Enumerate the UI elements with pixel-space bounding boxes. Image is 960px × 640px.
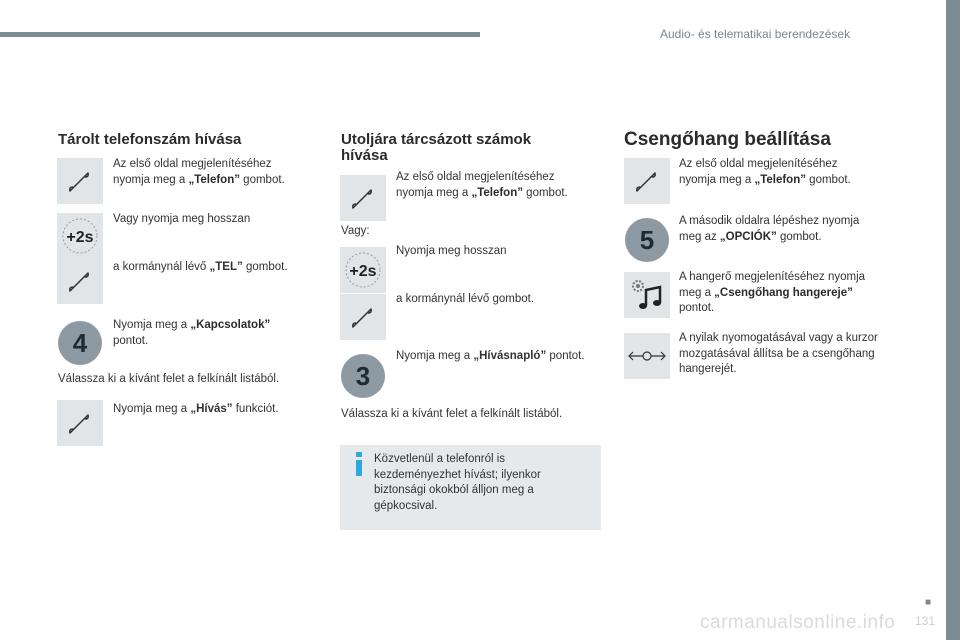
col1-title: Tárolt telefonszám hívása (58, 131, 242, 148)
page-dot: ■ (925, 597, 932, 608)
col3-title: Csengőhang beállítása (624, 129, 831, 150)
steering-phone-icon (57, 258, 103, 304)
hold-2s-icon (57, 213, 103, 259)
col1-step2: Vagy nyomja meg hosszan (113, 213, 251, 225)
col2-title: Utoljára tárcsázott számok hívása (341, 131, 532, 164)
col1-step4: Nyomja meg a „Kapcsolatok” pontot. (113, 319, 271, 347)
col1-select-text: Válassza ki a kívánt felet a felkínált listából. (58, 373, 280, 385)
col1-step3: a kormánynál lévő „TEL” gombot. (113, 261, 288, 273)
phone-icon (57, 400, 103, 446)
side-strip (946, 0, 960, 640)
number-badge (340, 353, 386, 399)
col3-step3: A hangerő megjelenítéséhez nyomja meg a „Csengőhang hangereje” pontot. (679, 271, 866, 314)
phone-icon (57, 158, 103, 204)
svg-text:+2s: +2s (349, 263, 377, 280)
col3-step1: Az első oldal megjelenítéséhez nyomja meg a „Telefon” gombot. (679, 158, 851, 186)
page-number: 131 (915, 614, 936, 628)
col2-step2: Nyomja meg hosszan (396, 245, 507, 257)
svg-text:+2s: +2s (66, 229, 94, 246)
phone-icon (624, 158, 670, 204)
number-badge (57, 320, 103, 366)
col1-step1: Az első oldal megjelenítéséhez nyomja meg a „Telefon” gombot. (113, 158, 285, 186)
col3-step4: A nyilak nyomogatásával vagy a kurzor mozgatásával állítsa be a csengőhang hangerejét. (679, 332, 878, 375)
hold-2s-icon (340, 247, 386, 293)
or-label: Vagy: (341, 225, 370, 237)
info-text: Közvetlenül a telefonról is kezdeményezhet hívást; ilyenkor biztonsági okokból álljon meg a gépkocsival. (374, 453, 541, 512)
section-title: Audio- és telematikai berendezések (660, 27, 851, 41)
header-bar (0, 32, 480, 37)
svg-text:4: 4 (72, 328, 88, 358)
info-icon (351, 452, 367, 476)
col2-step4: Nyomja meg a „Hívásnapló” pontot. (396, 350, 585, 362)
col3-step2: A második oldalra lépéshez nyomja meg az „OPCIÓK” gombot. (679, 215, 860, 243)
watermark: carmanualsonline.info (700, 612, 896, 633)
number-badge (624, 217, 670, 263)
music-settings-icon (624, 272, 670, 318)
col2-select-text: Válassza ki a kívánt felet a felkínált listából. (341, 408, 563, 420)
col2-step3: a kormánynál lévő gombot. (396, 293, 535, 305)
steering-phone-icon (340, 294, 386, 340)
svg-text:5: 5 (639, 225, 655, 255)
slider-icon (624, 333, 670, 379)
col1-step5: Nyomja meg a „Hívás” funkciót. (113, 403, 279, 415)
phone-icon (340, 175, 386, 221)
col2-step1: Az első oldal megjelenítéséhez nyomja meg a „Telefon” gombot. (396, 171, 568, 199)
svg-text:3: 3 (355, 361, 371, 391)
